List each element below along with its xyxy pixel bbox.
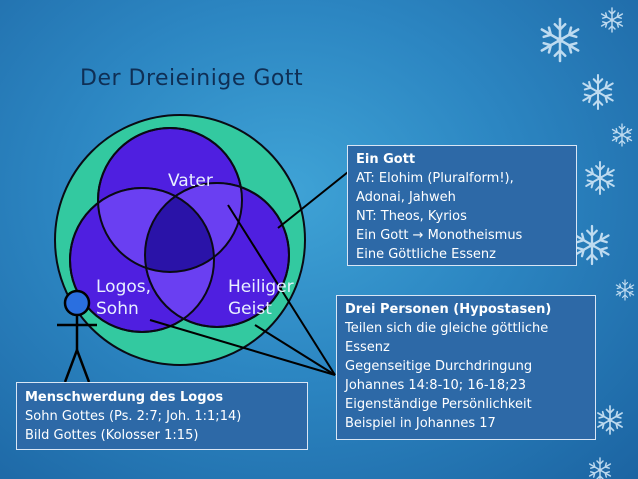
spirit-label-line2: Geist xyxy=(228,299,272,319)
one-god-box xyxy=(347,145,577,266)
three-persons-line: Eigenständige Persönlichkeit xyxy=(345,397,532,412)
page-title: Der Dreieinige Gott xyxy=(80,66,304,91)
one-god-line: AT: Elohim (Pluralform!), xyxy=(356,171,514,186)
one-god-line: Eine Göttliche Essenz xyxy=(356,247,496,262)
spirit-label-line1: Heiliger xyxy=(228,277,294,297)
one-god-line: Adonai, Jahweh xyxy=(356,190,456,205)
three-persons-line: Gegenseitige Durchdringung xyxy=(345,359,533,374)
three-persons-box xyxy=(336,295,596,440)
father-label: Vater xyxy=(168,171,213,191)
one-god-line: NT: Theos, Kyrios xyxy=(356,209,467,224)
three-persons-line: Johannes 14:8-10; 16-18;23 xyxy=(345,378,527,393)
one-god-box-title: Ein Gott xyxy=(356,152,416,167)
three-persons-line: Essenz xyxy=(345,340,390,355)
son-label xyxy=(96,276,151,320)
incarnation-box-title: Menschwerdung des Logos xyxy=(25,390,224,405)
incarnation-line: Sohn Gottes (Ps. 2:7; Joh. 1:1;14) xyxy=(25,409,242,424)
son-label-line2: Sohn xyxy=(96,299,139,319)
one-god-line: Ein Gott → Monotheismus xyxy=(356,228,523,243)
incarnation-line: Bild Gottes (Kolosser 1:15) xyxy=(25,428,199,443)
three-persons-line: Beispiel in Johannes 17 xyxy=(345,416,496,431)
incarnation-box xyxy=(16,382,308,450)
three-persons-line: Teilen sich die gleiche göttliche xyxy=(345,321,549,336)
son-label-line1: Logos, xyxy=(96,277,152,297)
spirit-label xyxy=(228,276,294,320)
three-persons-box-title: Drei Personen (Hypostasen) xyxy=(345,302,552,317)
